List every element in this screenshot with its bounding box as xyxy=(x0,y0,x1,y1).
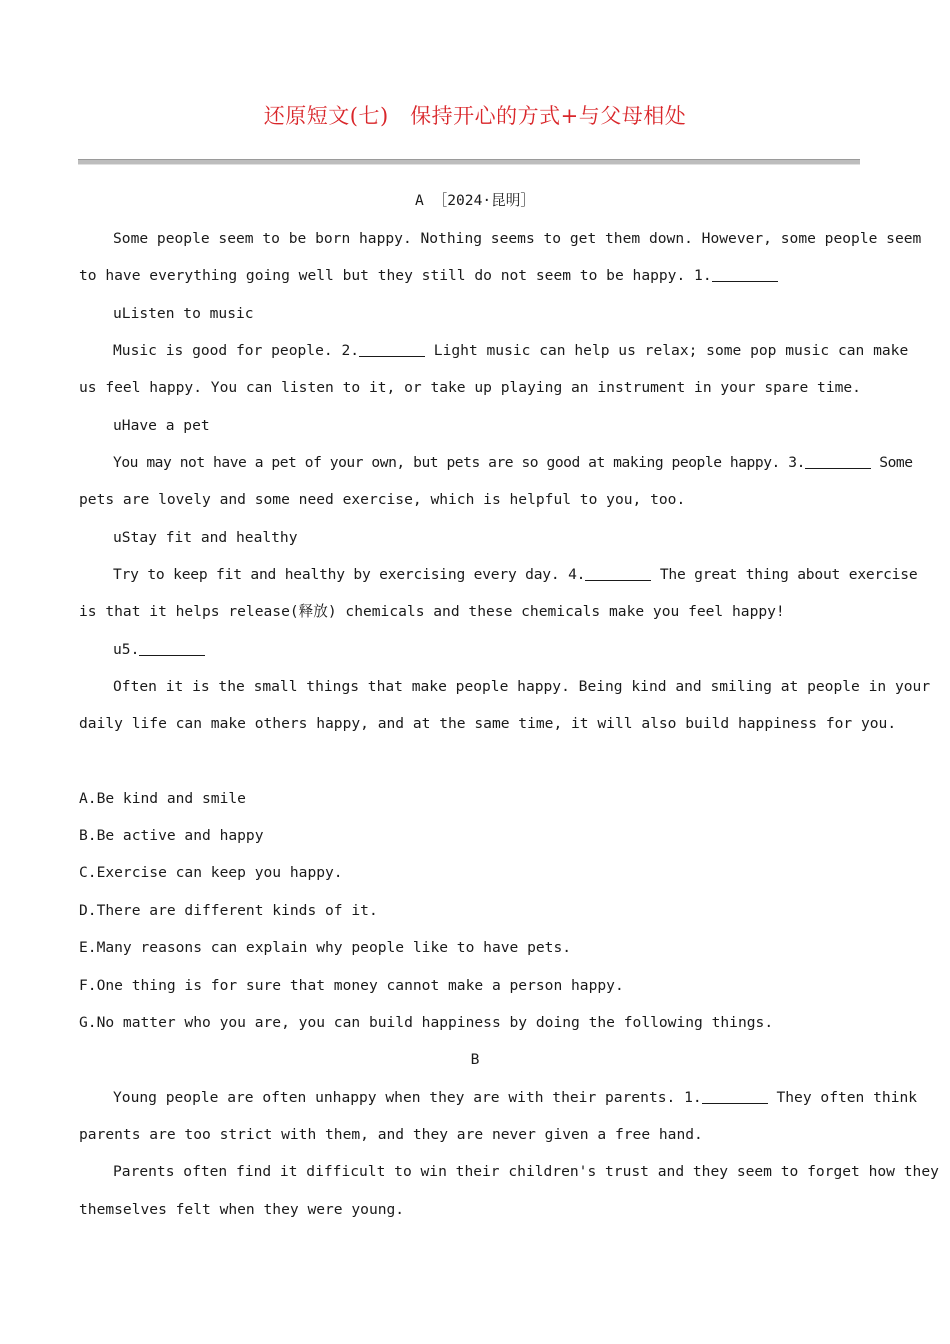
paragraph-a4-line1: Try to keep fit and healthy by exercising every day. 4. The great thing about exercise xyxy=(113,566,918,583)
paragraph-a1-line2: to have everything going well but they still do not seem to be happy. 1. xyxy=(79,266,871,286)
paragraph-a2-line2: us feel happy. You can listen to it, or take up playing an instrument in your spare time. xyxy=(79,379,861,396)
paragraph-a3-line1: You may not have a pet of your own, but pets are so good at making people happy. 3. Some xyxy=(113,454,913,471)
paragraph-a5-line2: daily life can make others happy, and at the same time, it will also build happiness for you. xyxy=(79,715,897,732)
paragraph-b1-line1: Young people are often unhappy when they are with their parents. 1. They often think xyxy=(113,1089,918,1106)
blank-a1[interactable] xyxy=(712,266,778,282)
option-d: D.There are different kinds of it. xyxy=(79,902,378,919)
blank-a2[interactable] xyxy=(359,341,425,357)
section-b-heading: B xyxy=(470,1051,480,1068)
paragraph-a2-line1: Music is good for people. 2. Light music can help us relax; some pop music can make xyxy=(113,342,909,359)
blank-a3[interactable] xyxy=(805,453,871,469)
option-f: F.One thing is for sure that money cannot make a person happy. xyxy=(79,977,624,994)
section-a-heading: A ［2024·昆明］ xyxy=(415,192,535,209)
paragraph-b2-line1: Parents often find it difficult to win their children's trust and they seem to forget how they xyxy=(113,1163,939,1180)
page-title: 还原短文(七) 保持开心的方式+与父母相处 xyxy=(263,104,687,128)
option-g: G.No matter who you are, you can build happiness by doing the following things. xyxy=(79,1014,774,1031)
option-e: E.Many reasons can explain why people like to have pets. xyxy=(79,939,572,956)
option-a: A.Be kind and smile xyxy=(79,790,246,807)
paragraph-a4-line2: is that it helps release(释放) chemicals and these chemicals make you feel happy! xyxy=(79,603,785,620)
paragraph-b1-line2: parents are too strict with them, and they are never given a free hand. xyxy=(79,1126,703,1143)
paragraph-a3-line2: pets are lovely and some need exercise, which is helpful to you, too. xyxy=(79,491,686,508)
subheading-stay-fit: uStay fit and healthy xyxy=(113,529,298,546)
subheading-blank-5: u5. xyxy=(113,640,871,660)
option-b: B.Be active and happy xyxy=(79,827,264,844)
paragraph-a5-line1: Often it is the small things that make people happy. Being kind and smiling at people in your xyxy=(113,678,931,695)
subheading-listen-music: uListen to music xyxy=(113,305,254,322)
blank-a4[interactable] xyxy=(585,565,651,581)
option-c: C.Exercise can keep you happy. xyxy=(79,864,343,881)
subheading-have-pet: uHave a pet xyxy=(113,417,210,434)
paragraph-b2-line2: themselves felt when they were young. xyxy=(79,1201,405,1218)
blank-a5[interactable] xyxy=(139,640,205,656)
paragraph-a1-line1: Some people seem to be born happy. Nothing seems to get them down. However, some people seem xyxy=(113,230,922,247)
title-divider xyxy=(78,159,860,165)
blank-b1[interactable] xyxy=(702,1088,768,1104)
